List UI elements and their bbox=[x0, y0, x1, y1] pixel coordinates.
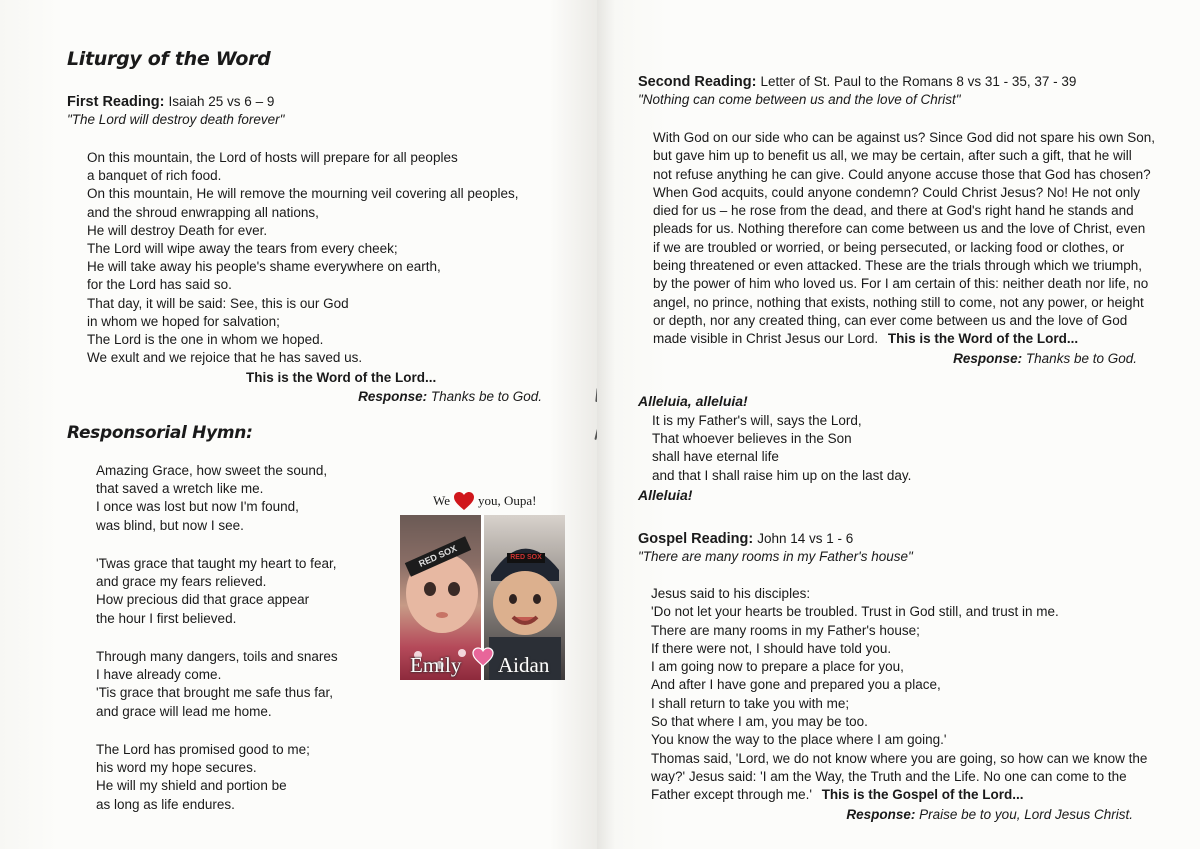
alleluia-closing: Alleluia! bbox=[638, 487, 693, 503]
text-line: The Lord is the one in whom we hoped. bbox=[87, 332, 324, 348]
first-reading-closing: This is the Word of the Lord... bbox=[246, 370, 437, 385]
text-line: There are many rooms in my Father's house; bbox=[651, 622, 920, 638]
second-reading-subtitle: "Nothing can come between us and the love of Christ" bbox=[638, 92, 961, 107]
text-line: I am going now to prepare a place for you, bbox=[651, 659, 904, 675]
alleluia-title: Alleluia, alleluia! bbox=[638, 393, 748, 409]
hymn-verse-4 bbox=[96, 741, 310, 814]
first-reading-text bbox=[87, 149, 518, 367]
text-line: When God acquits, could anyone condemn? Could Christ Jesus? No! He not only bbox=[653, 184, 1141, 200]
text-line: way?' Jesus said: 'I am the Way, the Truth and the Life. No one can come to the bbox=[651, 768, 1127, 784]
first-reading-label: First Reading: bbox=[67, 94, 165, 110]
caption-text: you, Oupa! bbox=[478, 493, 537, 508]
left-page bbox=[0, 0, 597, 849]
text-line: pleads for us. Nothing therefore can come between us and the love of Christ, even bbox=[653, 221, 1146, 237]
text-line: You know the way to the place where I am going.' bbox=[651, 732, 947, 748]
gospel-text bbox=[651, 585, 1147, 805]
hymn-line: and grace my fears relieved. bbox=[96, 574, 267, 590]
hymn-line: He will my shield and portion be bbox=[96, 778, 287, 794]
text-line: for the Lord has said so. bbox=[87, 277, 232, 293]
text-line bbox=[653, 330, 1155, 348]
text-line: and that I shall raise him up on the last day. bbox=[652, 467, 912, 483]
first-reading-subtitle: "The Lord will destroy death forever" bbox=[67, 112, 285, 127]
hymn-line: Amazing Grace, how sweet the sound, bbox=[96, 463, 328, 478]
gospel-label: Gospel Reading: bbox=[638, 531, 754, 547]
headband-emily: RED SOX bbox=[405, 536, 471, 577]
first-reading-heading bbox=[67, 93, 274, 111]
last-line-text: made visible in Christ Jesus our Lord. bbox=[653, 331, 879, 347]
text-line: 'Do not let your hearts be troubled. Trust in God still, and trust in me. bbox=[651, 604, 1059, 620]
second-reading-label: Second Reading: bbox=[638, 74, 757, 90]
text-line: by the power of him who loved us. For I am certain of this: neither death nor life, no bbox=[653, 276, 1149, 292]
hymn-line: 'Twas grace that taught my heart to fear, bbox=[96, 556, 337, 571]
caption-text: We bbox=[433, 493, 450, 508]
hymn-verse-2 bbox=[96, 555, 336, 628]
text-line: a banquet of rich food. bbox=[87, 168, 222, 184]
page-title: Liturgy of the Word bbox=[67, 48, 271, 70]
alleluia-verse bbox=[652, 412, 911, 485]
hymn-line: that saved a wretch like me. bbox=[96, 481, 264, 497]
text-line: angel, no prince, nothing that exists, nothing still to come, not any power, or height bbox=[653, 294, 1144, 310]
text-line bbox=[651, 786, 1147, 804]
text-line: So that where I am, you may be too. bbox=[651, 714, 868, 730]
text-line: He will take away his people's shame everywhere on earth, bbox=[87, 259, 441, 275]
hymn-line: I have already come. bbox=[96, 667, 222, 683]
text-line: With God on our side who can be against us? Since God did not spare his own Son, bbox=[653, 130, 1156, 145]
hymn-line: was blind, but now I see. bbox=[96, 517, 244, 533]
text-line: died for us – he rose from the dead, and there at God's right hand he stands and bbox=[653, 203, 1134, 219]
text-line: or depth, nor any created thing, can ever come between us and the love of God bbox=[653, 312, 1128, 328]
second-reading-heading bbox=[638, 73, 1076, 91]
text-line: On this mountain, the Lord of hosts will prepare for all peoples bbox=[87, 150, 458, 165]
text-line: shall have eternal life bbox=[652, 449, 779, 465]
text-line: If there were not, I should have told you. bbox=[651, 640, 892, 656]
text-line: Thomas said, 'Lord, we do not know where you are going, so how can we know the bbox=[651, 750, 1148, 766]
text-line: not refuse anything he can give. Could anyone accuse those that God has chosen? bbox=[653, 166, 1151, 182]
hymn-line: The Lord has promised good to me; bbox=[96, 742, 310, 757]
hymn-line: and grace will lead me home. bbox=[96, 703, 272, 719]
gospel-subtitle: "There are many rooms in my Father's house" bbox=[638, 549, 913, 564]
response-label: Response: bbox=[953, 351, 1023, 366]
text-line: We exult and we rejoice that he has saved us. bbox=[87, 350, 363, 366]
text-line: being threatened or even attacked. These are the trials through which we triumph, bbox=[653, 258, 1143, 274]
hymn-line: the hour I first believed. bbox=[96, 610, 237, 626]
hymn-verse-1 bbox=[96, 462, 327, 535]
text-line: but gave him up to benefit us all, we may be certain, after such a gift, that he will bbox=[653, 148, 1132, 164]
second-reading-reference: Letter of St. Paul to the Romans 8 vs 31 - 35, 37 - 39 bbox=[760, 74, 1077, 89]
first-reading-response bbox=[358, 389, 542, 404]
second-reading-closing: This is the Word of the Lord... bbox=[887, 331, 1079, 347]
gospel-reference: John 14 vs 1 - 6 bbox=[757, 531, 854, 546]
text-line: Jesus said to his disciples: bbox=[651, 586, 811, 601]
name-label-aidan: Aidan bbox=[498, 653, 550, 677]
hymn-line: How precious did that grace appear bbox=[96, 592, 310, 608]
photo-caption bbox=[433, 491, 537, 511]
heart-icon bbox=[453, 491, 475, 511]
text-line: He will destroy Death for ever. bbox=[87, 222, 268, 238]
text-line: That day, it will be said: See, this is our God bbox=[87, 295, 349, 311]
text-line: And after I have gone and prepared you a place, bbox=[651, 677, 941, 693]
hymn-line: I once was lost but now I'm found, bbox=[96, 499, 299, 515]
text-line: On this mountain, He will remove the mourning veil covering all peoples, bbox=[87, 186, 519, 202]
response-text: Thanks be to God. bbox=[430, 389, 542, 404]
text-line: if we are troubled or worried, or being persecuted, or lacking food or clothes, or bbox=[653, 239, 1125, 255]
hymn-line: 'Tis grace that brought me safe thus far, bbox=[96, 685, 333, 701]
last-line-text: Father except through me.' bbox=[651, 787, 812, 803]
hymn-title: Responsorial Hymn: bbox=[67, 423, 253, 443]
text-line: I shall return to take you with me; bbox=[651, 695, 850, 711]
baby-photo-collage bbox=[400, 515, 565, 680]
gospel-heading bbox=[638, 530, 853, 548]
response-label: Response: bbox=[358, 389, 428, 404]
response-text: Praise be to you, Lord Jesus Christ. bbox=[919, 807, 1133, 822]
response-label: Response: bbox=[846, 807, 916, 822]
second-reading-text bbox=[653, 129, 1155, 349]
hymn-line: as long as life endures. bbox=[96, 796, 235, 812]
text-line: in whom we hoped for salvation; bbox=[87, 313, 280, 329]
hymn-line: his word my hope secures. bbox=[96, 760, 257, 776]
text-line: That whoever believes in the Son bbox=[652, 431, 852, 447]
text-line: The Lord will wipe away the tears from every cheek; bbox=[87, 241, 398, 257]
name-label-emily: Emily bbox=[410, 653, 462, 677]
gospel-response bbox=[846, 807, 1133, 822]
heart-icon bbox=[472, 647, 494, 667]
gospel-closing: This is the Gospel of the Lord... bbox=[821, 787, 1024, 803]
text-line: It is my Father's will, says the Lord, bbox=[652, 413, 862, 428]
hat-badge-aidan: RED SOX bbox=[507, 553, 545, 563]
first-reading-reference: Isaiah 25 vs 6 – 9 bbox=[168, 94, 275, 109]
response-text: Thanks be to God. bbox=[1025, 351, 1137, 366]
text-line: and the shroud enwrapping all nations, bbox=[87, 204, 319, 220]
hymn-line: Through many dangers, toils and snares bbox=[96, 649, 338, 664]
second-reading-response bbox=[953, 351, 1137, 366]
hymn-verse-3 bbox=[96, 648, 338, 721]
right-page bbox=[597, 0, 1200, 849]
